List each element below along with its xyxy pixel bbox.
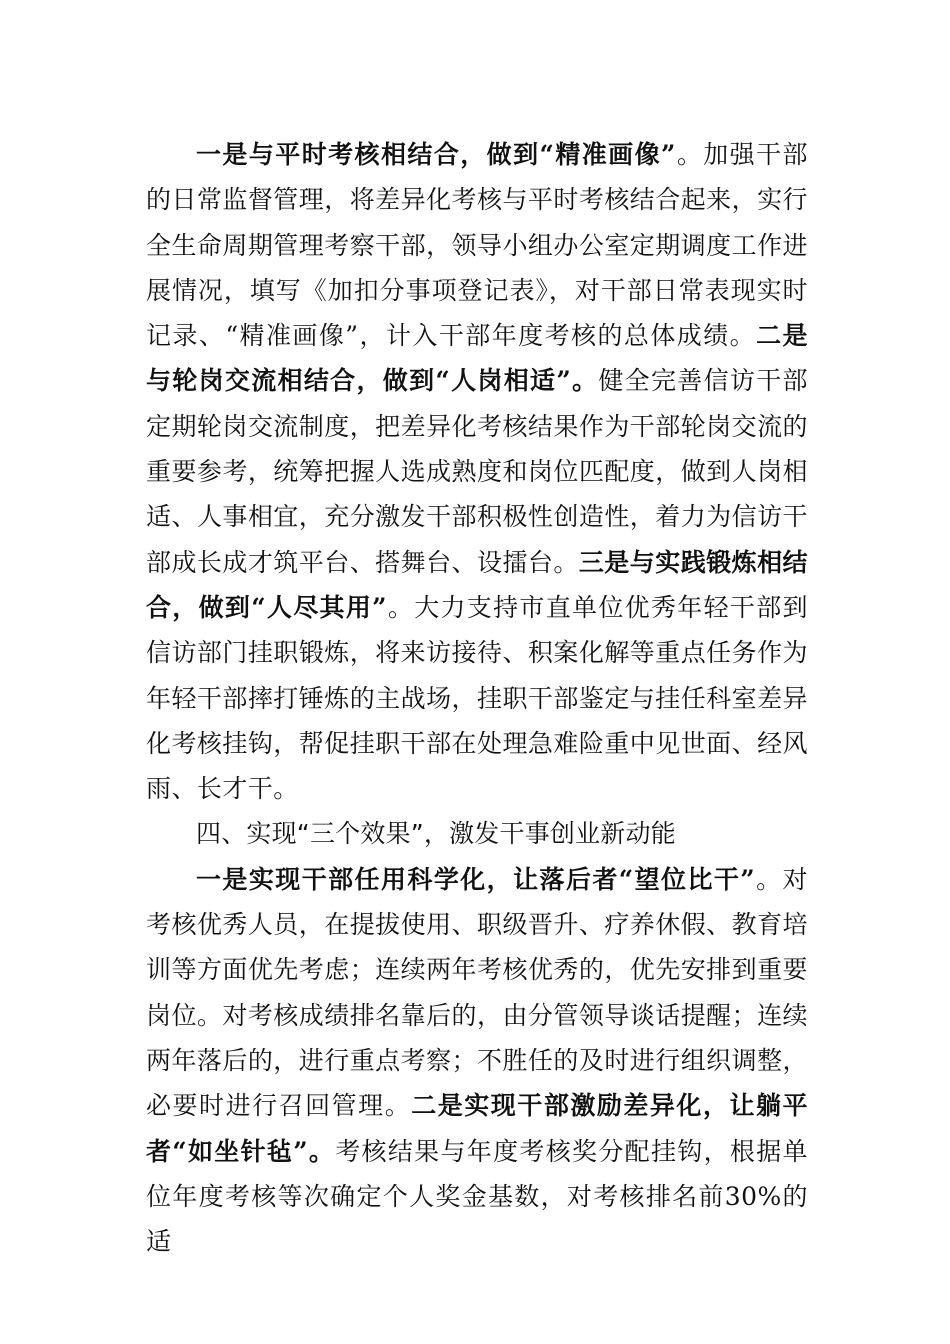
body-text: 。对考核优秀人员，在提拔使用、职级晋升、疗养休假、教育培训等方面优先考虑；连续两年考核优秀的，优先安排到重要岗位。对考核成绩排名靠后的，由分管领导谈话提醒；连续两年落后的，进行重点考察；不胜任的及时进行组织调整，必要时进行召回管理。 xyxy=(146,864,808,1121)
paragraph xyxy=(146,857,808,1265)
body-text: 。加强干部的日常监督管理，将差异化考核与平时考核结合起来，实行全生命周期管理考察干部，领导小组办公室定期调度工作进展情况，填写《加扣分事项登记表》，对干部日常表现实时记录、“精准画像”，计入干部年度考核的总体成绩。 xyxy=(146,140,808,351)
bold-lead-text: 一是与平时考核相结合，做到“精准画像” xyxy=(196,140,676,169)
bold-lead-text: 一是实现干部任用科学化，让落后者“望位比干” xyxy=(196,864,756,894)
bold-lead-text: 二是与轮岗交流相结合，做到“人岗相适”。 xyxy=(146,321,808,396)
section-heading xyxy=(146,811,808,856)
body-text: 。大力支持市直单位优秀年轻干部到信访部门挂职锻炼，将来访接待、积案化解等重点任务作为年轻干部摔打锤炼的主战场，挂职干部鉴定与挂任科室差异化考核挂钩，帮促挂职干部在处理急难险重中见世面、经风雨、长才干。 xyxy=(146,592,808,804)
body-text: 考核结果与年度考核奖分配挂钩，根据单位年度考核等次确定个人奖金基数，对考核排名前30%的适 xyxy=(146,1136,808,1257)
bold-lead-text: 二是实现干部激励差异化，让躺平者“如坐针毡”。 xyxy=(146,1091,808,1166)
body-text: 健全完善信访干部定期轮岗交流制度，把差异化考核结果作为干部轮岗交流的重要参考，统筹把握人选成熟度和岗位匹配度，做到人岗相适、人事相宜，充分激发干部积极性创造性，着力为信访干部成长成才筑平台、搭舞台、设擂台。 xyxy=(146,366,808,577)
document-body xyxy=(146,132,808,1264)
bold-lead-text: 三是与实践锻炼相结合，做到“人尽其用” xyxy=(146,547,808,622)
paragraph xyxy=(146,132,808,811)
body-text: 四、实现“三个效果”，激发干事创业新动能 xyxy=(196,819,676,849)
